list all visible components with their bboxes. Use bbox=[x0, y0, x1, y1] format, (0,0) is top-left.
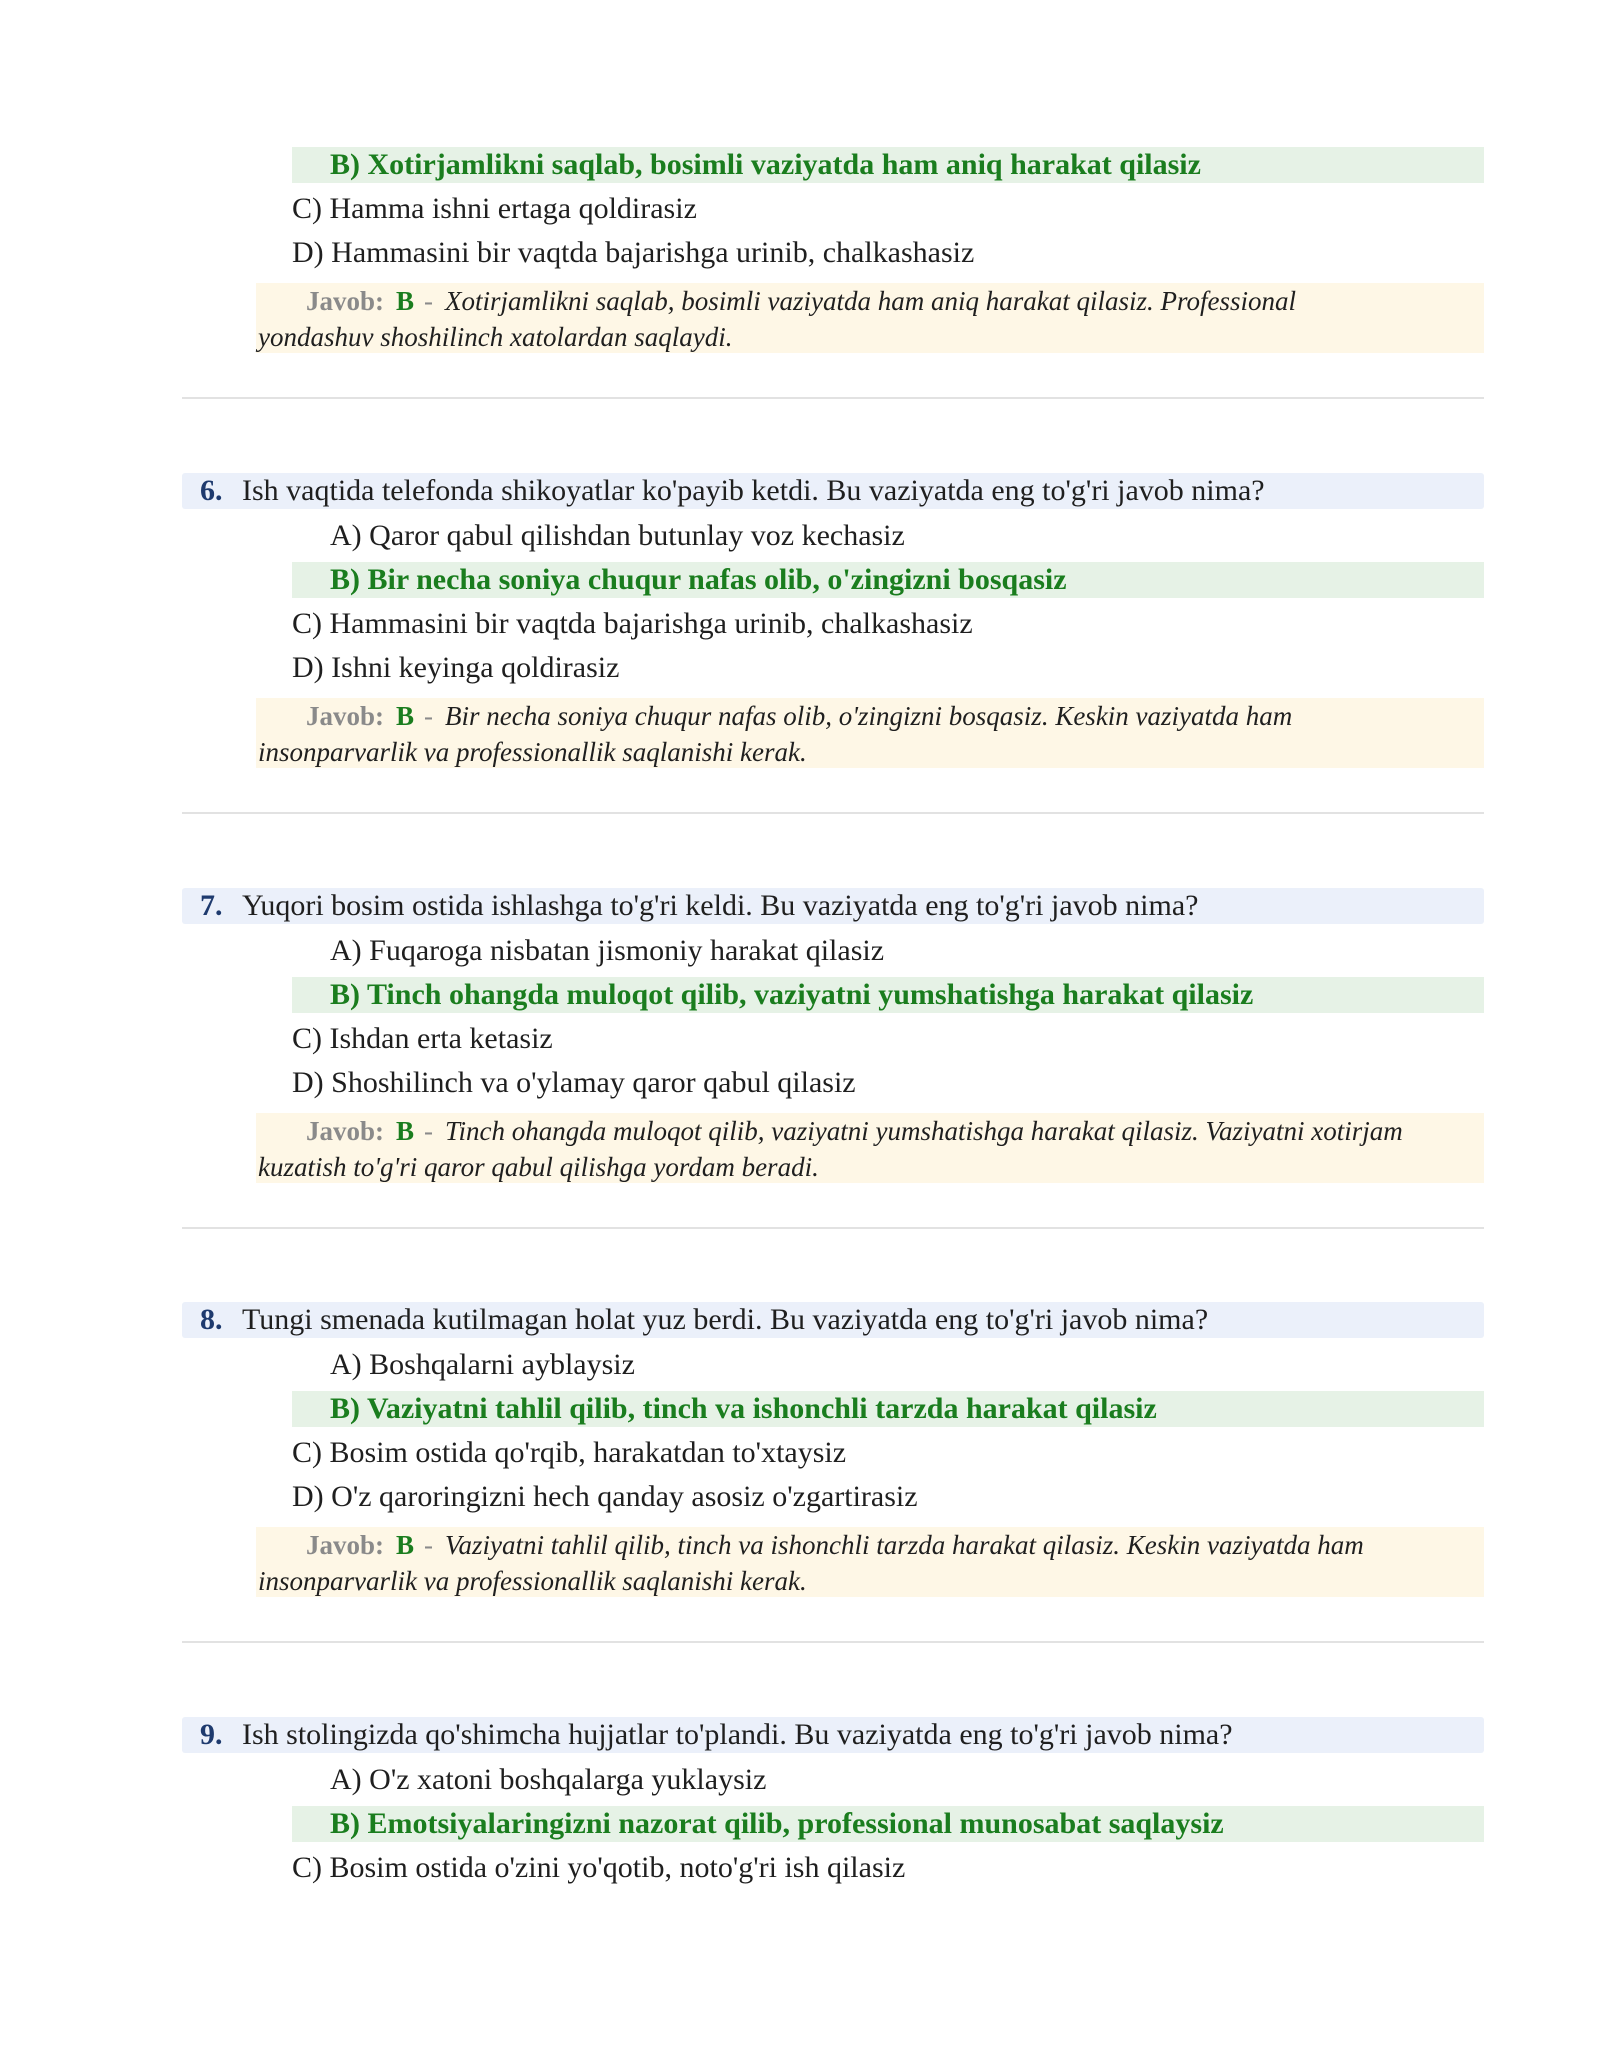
answer-dash: - bbox=[424, 1116, 434, 1146]
answer-label: Javob: bbox=[306, 1530, 385, 1560]
option-correct: B) Emotsiyalaringizni nazorat qilib, professional munosabat saqlaysiz bbox=[292, 1806, 1484, 1842]
question-8-heading bbox=[182, 1302, 1484, 1338]
option-correct: B) Vaziyatni tahlil qilib, tinch va ishonchli tarzda harakat qilasiz bbox=[292, 1391, 1484, 1427]
question-text: Tungi smenada kutilmagan holat yuz berdi. Bu vaziyatda eng to'g'ri javob nima? bbox=[242, 1303, 1209, 1336]
answer-explanation-cont: yondashuv shoshilinch xatolardan saqlaydi. bbox=[258, 322, 733, 352]
question-number: 8. bbox=[200, 1303, 223, 1336]
answer-explanation: Tinch ohangda muloqot qilib, vaziyatni yumshatishga harakat qilasiz. Vaziyatni xotirjam bbox=[445, 1116, 1403, 1146]
option: A) O'z xatoni boshqalarga yuklaysiz bbox=[330, 1763, 767, 1796]
answer-explanation: Xotirjamlikni saqlab, bosimli vaziyatda ham aniq harakat qilasiz. Professional bbox=[445, 286, 1297, 316]
answer-explanation-cont: kuzatish to'g'ri qaror qabul qilishga yordam beradi. bbox=[258, 1152, 819, 1182]
answer-letter: B bbox=[396, 701, 415, 731]
option: C) Bosim ostida qo'rqib, harakatdan to'xtaysiz bbox=[292, 1436, 847, 1469]
answer-explanation: Bir necha soniya chuqur nafas olib, o'zingizni bosqasiz. Keskin vaziyatda ham bbox=[445, 701, 1293, 731]
option: D) Hammasini bir vaqtda bajarishga urinib, chalkashasiz bbox=[292, 236, 975, 269]
divider bbox=[182, 812, 1484, 814]
option: D) O'z qaroringizni hech qanday asosiz o'zgartirasiz bbox=[292, 1480, 918, 1513]
answer-box bbox=[256, 698, 1484, 768]
answer-letter: B bbox=[396, 286, 415, 316]
option-correct: B) Xotirjamlikni saqlab, bosimli vaziyatda ham aniq harakat qilasiz bbox=[292, 147, 1484, 183]
question-text: Yuqori bosim ostida ishlashga to'g'ri keldi. Bu vaziyatda eng to'g'ri javob nima? bbox=[242, 889, 1199, 922]
answer-label: Javob: bbox=[306, 701, 385, 731]
option: C) Bosim ostida o'zini yo'qotib, noto'g'ri ish qilasiz bbox=[292, 1851, 906, 1884]
option: A) Boshqalarni ayblaysiz bbox=[330, 1348, 635, 1381]
option-correct: B) Tinch ohangda muloqot qilib, vaziyatni yumshatishga harakat qilasiz bbox=[292, 977, 1484, 1013]
answer-box bbox=[256, 1113, 1484, 1183]
option: D) Shoshilinch va o'ylamay qaror qabul qilasiz bbox=[292, 1066, 856, 1099]
answer-dash: - bbox=[424, 701, 434, 731]
answer-dash: - bbox=[424, 286, 434, 316]
answer-label: Javob: bbox=[306, 1116, 385, 1146]
question-text: Ish vaqtida telefonda shikoyatlar ko'payib ketdi. Bu vaziyatda eng to'g'ri javob nima? bbox=[242, 474, 1265, 507]
answer-box bbox=[256, 283, 1484, 353]
question-text: Ish stolingizda qo'shimcha hujjatlar to'plandi. Bu vaziyatda eng to'g'ri javob nima? bbox=[242, 1718, 1233, 1751]
answer-explanation-cont: insonparvarlik va professionallik saqlanishi kerak. bbox=[258, 737, 807, 767]
question-number: 7. bbox=[200, 889, 223, 922]
option: C) Hammasini bir vaqtda bajarishga urinib, chalkashasiz bbox=[292, 607, 973, 640]
option: D) Ishni keyinga qoldirasiz bbox=[292, 651, 620, 684]
answer-dash: - bbox=[424, 1530, 434, 1560]
divider bbox=[182, 1641, 1484, 1643]
question-7-heading bbox=[182, 888, 1484, 924]
option: A) Qaror qabul qilishdan butunlay voz kechasiz bbox=[330, 519, 905, 552]
option: C) Ishdan erta ketasiz bbox=[292, 1022, 553, 1055]
answer-box bbox=[256, 1527, 1484, 1597]
option: A) Fuqaroga nisbatan jismoniy harakat qilasiz bbox=[330, 934, 885, 967]
answer-explanation: Vaziyatni tahlil qilib, tinch va ishonchli tarzda harakat qilasiz. Keskin vaziyatda ham bbox=[445, 1530, 1364, 1560]
question-number: 6. bbox=[200, 474, 223, 507]
answer-label: Javob: bbox=[306, 286, 385, 316]
question-number: 9. bbox=[200, 1718, 223, 1751]
question-6-heading bbox=[182, 473, 1484, 509]
answer-letter: B bbox=[396, 1116, 415, 1146]
divider bbox=[182, 397, 1484, 399]
divider bbox=[182, 1227, 1484, 1229]
answer-explanation-cont: insonparvarlik va professionallik saqlanishi kerak. bbox=[258, 1566, 807, 1596]
option-correct: B) Bir necha soniya chuqur nafas olib, o'zingizni bosqasiz bbox=[292, 562, 1484, 598]
answer-letter: B bbox=[396, 1530, 415, 1560]
option: C) Hamma ishni ertaga qoldirasiz bbox=[292, 192, 697, 225]
question-9-heading bbox=[182, 1717, 1484, 1753]
